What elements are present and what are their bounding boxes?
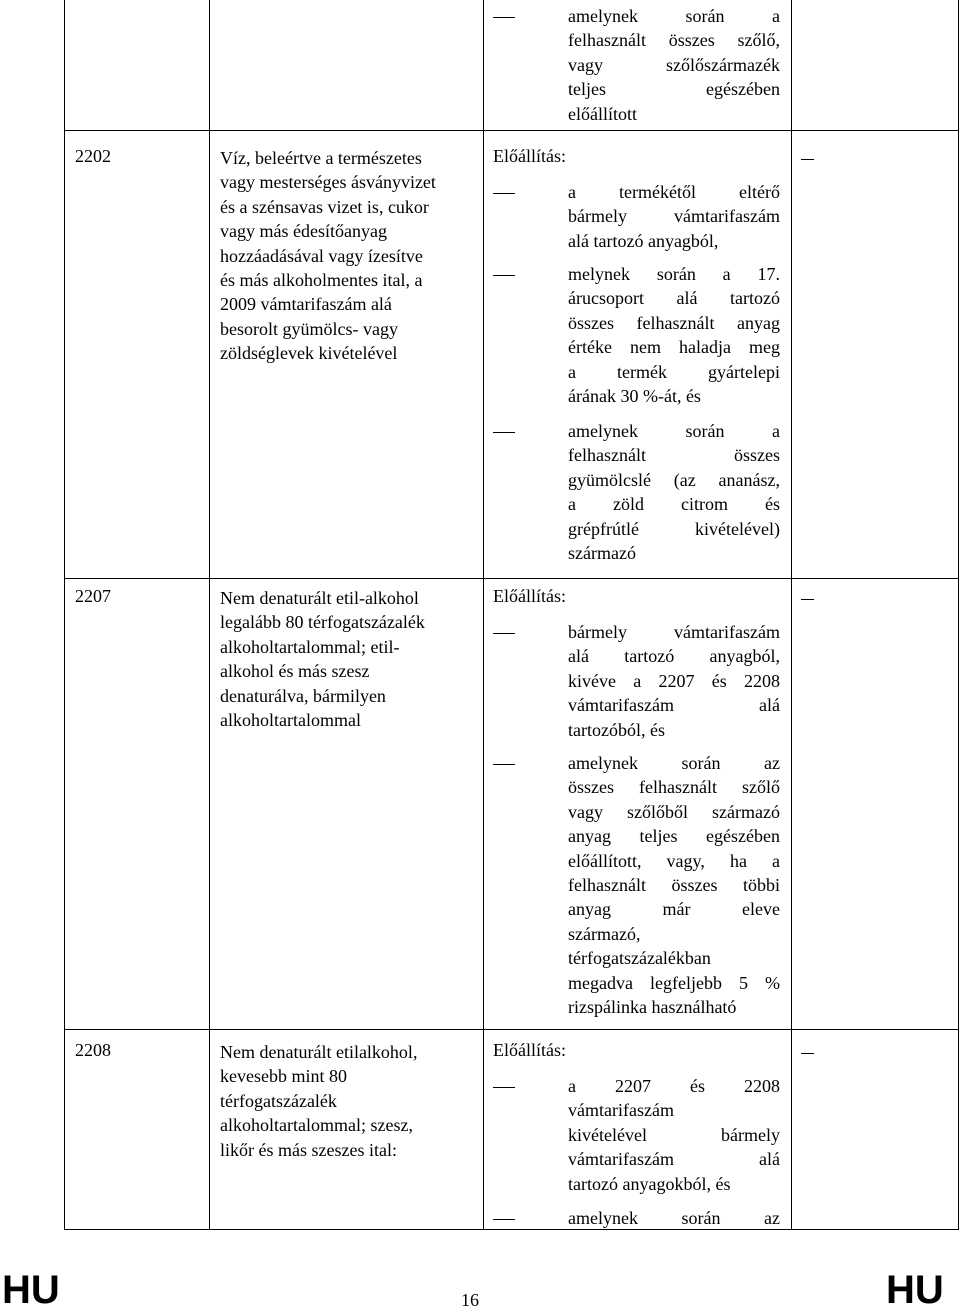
heading-code: 2207 <box>75 586 111 606</box>
footer-language-code-right: HU <box>886 1268 944 1312</box>
column-4-dash <box>801 1040 814 1054</box>
list-item: melynek során a 17. árucsoport alá tartozó összes felhasznált anyag értéke nem haladja meg a termék gyártelepi árának 30 %-át, és <box>568 264 780 407</box>
list-item: amelynek során az összes felhasznált szőlő vagy szőlőből származó anyag teljes egészében előállított, vagy, ha a felhasznált összes többi anyag már eleve származó, térfogatszázalékban megadva legfeljebb 5 % rizspálinka használható <box>568 753 780 1018</box>
table-row-divider <box>64 130 959 131</box>
table-column-divider-2 <box>483 0 484 1230</box>
table-border-bottom <box>64 1229 959 1230</box>
list-dash <box>493 419 515 433</box>
footer-language-code-left: HU <box>2 1268 60 1312</box>
table-column-divider-1 <box>209 0 210 1230</box>
table-column-divider-3 <box>791 0 792 1230</box>
list-dash <box>493 620 515 634</box>
condition-heading: Előállítás: <box>493 1040 566 1060</box>
table-border-right <box>958 0 959 1230</box>
list-item: a termékétől eltérő bármely vámtarifaszám alá tartozó anyagból, <box>568 182 780 251</box>
table-border-left <box>64 0 65 1230</box>
list-item: amelynek során a felhasznált összes szőlő, vagy szőlőszármazék teljes egészében előállított <box>568 6 780 124</box>
condition-heading: Előállítás: <box>493 146 566 166</box>
list-item: bármely vámtarifaszám alá tartozó anyagból, kivéve a 2207 és 2208 vámtarifaszám alá tartozóból, és <box>568 622 780 740</box>
list-dash <box>493 1206 515 1220</box>
table-row-divider <box>64 578 959 579</box>
page-number: 16 <box>461 1290 479 1310</box>
list-dash <box>493 4 515 18</box>
heading-code: 2208 <box>75 1040 111 1060</box>
product-description: Víz, beleértve a természetes vagy mesterséges ásványvizet és a szénsavas vizet is, cukor vagy más édesítőanyag hozzáadásával vagy ízesítve és más alkoholmentes ital, a 2009 vámtarifaszám alá besorolt gyümölcs- vagy zöldséglevek kivételével <box>220 148 436 364</box>
column-4-dash <box>801 586 814 600</box>
column-4-dash <box>801 146 814 160</box>
heading-code: 2202 <box>75 146 111 166</box>
list-dash <box>493 1074 515 1088</box>
list-dash <box>493 262 515 276</box>
list-item: amelynek során az <box>568 1208 780 1228</box>
list-dash <box>493 751 515 765</box>
list-item: a 2207 és 2208 vámtarifaszám kivételével bármely vámtarifaszám alá tartozó anyagokból, és <box>568 1076 780 1194</box>
condition-heading: Előállítás: <box>493 586 566 606</box>
table-row-divider <box>64 1029 959 1030</box>
product-description: Nem denaturált etil-alkohol legalább 80 térfogatszázalék alkoholtartalommal; etil- alkohol és más szesz denaturálva, bármilyen alkoholtartalommal <box>220 588 425 731</box>
product-description: Nem denaturált etilalkohol, kevesebb mint 80 térfogatszázalék alkoholtartalommal; szesz, likőr és más szeszes ital: <box>220 1042 418 1160</box>
list-item: amelynek során a felhasznált összes gyümölcslé (az ananász, a zöld citrom és grépfrútlé kivételével) származó <box>568 421 780 564</box>
list-dash <box>493 180 515 194</box>
